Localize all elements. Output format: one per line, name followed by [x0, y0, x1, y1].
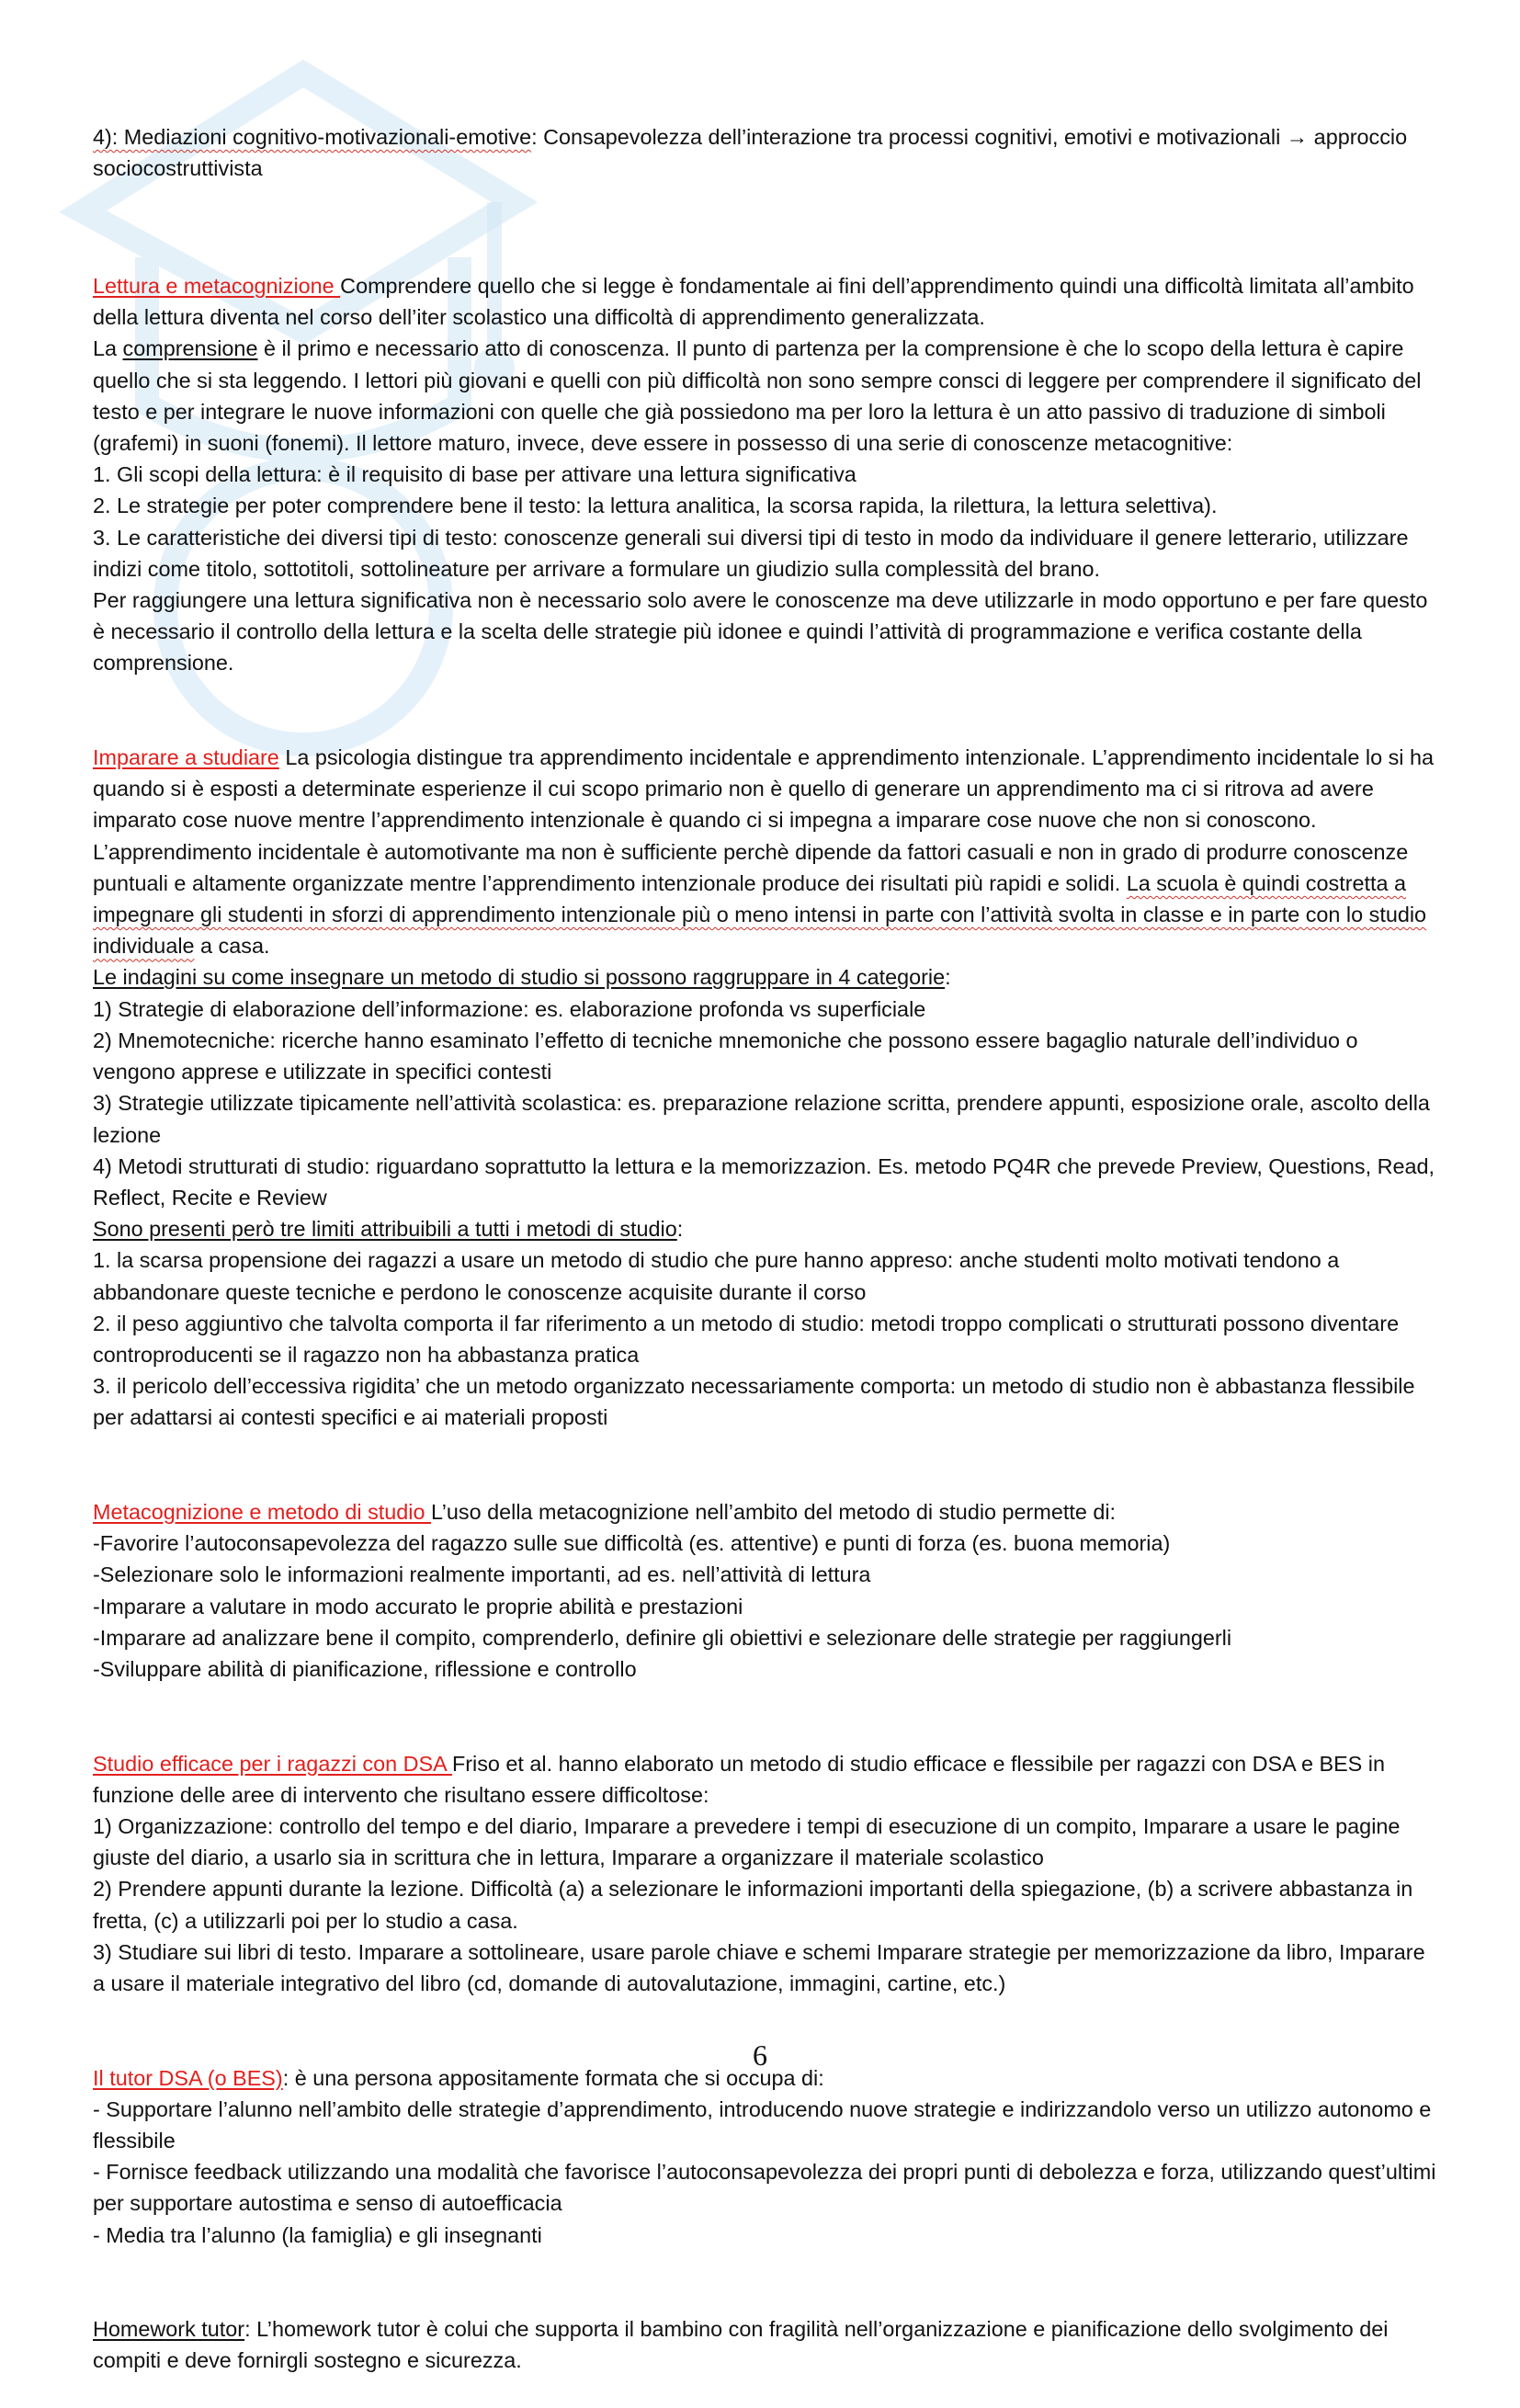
heading-imparare-studiare: Imparare a studiare	[93, 745, 279, 770]
paragraph-mediazioni	[93, 121, 1436, 184]
paragraph-lettura-metacognizione	[93, 270, 1436, 679]
paragraph-tutor-dsa	[93, 2062, 1436, 2251]
heading-mediazioni: 4): Mediazioni cognitivo-motivazionali-emotive	[93, 125, 532, 150]
text-imparare-a: La psicologia distingue tra apprendimento incidentale e apprendimento intenzionale. L’apprendimento incidentale lo si ha quando si è esposti a determinate esperienze il cui scopo primario non è quello di generare un apprendimento ma ci si ritrova ad avere imparato cose nuove mentre l’apprendimento intenzionale è quando ci si impegna a imparare cose nuove che non si conoscono. L’apprendimento incidentale è automotivante ma non è sufficiente perchè dipende da fattori casuali e non in grado di produrre conoscenze puntuali e altamente organizzate mentre l’apprendimento intenzionale produce dei risultati più rapidi e solidi.	[93, 745, 1434, 895]
text-tutor-dsa: : è una persona appositamente formata che si occupa di: - Supportare l’alunno nell’ambito delle strategie d’apprendimento, introducendo nuove strategie e indirizzandolo verso un utilizzo autonomo e flessibile - Fornisce feedback utilizzando una modalità che favorisce l’autoconsapevolezza dei propri punti di debolezza e forza, utilizzando quest’ultimi per supportare autostima e senso di autoefficacia - Media tra l’alunno (la famiglia) e gli insegnanti	[93, 2065, 1436, 2247]
text-lettura-a: Comprendere quello che si legge è fondamentale ai fini dell’apprendimento quindi una difficoltà limitata all’ambito della lettura diventa nel corso dell’iter scolastico una difficoltà di apprendimento generalizzata. La	[93, 274, 1414, 361]
paragraph-homework-tutor	[93, 2313, 1436, 2376]
text-imparare-b: a casa.	[200, 934, 270, 959]
paragraph-imparare-studiare	[93, 742, 1436, 1433]
paragraph-studio-dsa	[93, 1748, 1436, 2000]
text-indagini-underlined: Le indagini su come insegnare un metodo di studio si possono raggruppare in 4 categorie	[93, 965, 946, 990]
heading-studio-dsa: Studio efficace per i ragazzi con DSA	[93, 1751, 452, 1776]
text-lettura-b: è il primo e necessario atto di conoscenza. Il punto di partenza per la comprensione è che lo scopo della lettura è capire quello che si sta leggendo. I lettori più giovani e quelli con più difficoltà non sono sempre consci di leggere per comprendere il significato del testo e per integrare le nuove informazioni con quelle che già possiedono ma per loro la lettura è un atto passivo di traduzione di simboli (grafemi) in suoni (fonemi). Il lettore maturo, invece, deve essere in possesso di una serie di conoscenze metacognitive: 1. Gli scopi della lettura: è il requisito di base per attivare una lettura significativa 2. Le strategie per poter comprendere bene il testo: la lettura analitica, la scorsa rapida, la rilettura, la lettura selettiva). 3. Le caratteristiche dei diversi tipi di testo: conoscenze generali sui diversi tipi di testo in modo da individuare il genere letterario, utilizzare indizi come titolo, sottotitoli, sottolineature per arrivare a formulare un giudizio sulla complessità del brano. Per raggiungere una lettura significativa non è necessario solo avere le conoscenze ma deve utilizzarle in modo opportuno e per fare questo è necessario il controllo della lettura e la scelta delle strategie più idonee e quindi l’attività di programmazione e verifica costante della comprensione.	[93, 336, 1428, 676]
text-homework-tutor: : L’homework tutor è colui che supporta il bambino con fragilità nell’organizzazione e pianificazione dello svolgimento dei compiti e deve fornirgli sostegno e sicurezza.	[93, 2317, 1389, 2373]
text-scuola-underlined: La scuola è quindi costretta a impegnare gli studenti in sforzi di apprendimento intenzionale più o meno intensi in parte con l’attività svolta in classe e in parte con lo studio individuale	[93, 870, 1427, 959]
page-number: 6	[753, 2039, 767, 2072]
text-comprensione: comprensione	[122, 336, 258, 361]
paragraph-metacognizione-metodo	[93, 1496, 1436, 1685]
text-mediazioni: : Consapevolezza dell’interazione tra processi cognitivi, emotivi e motivazionali → approccio sociocostruttivista	[93, 125, 1408, 181]
heading-homework-tutor: Homework tutor	[93, 2317, 245, 2342]
heading-metacognizione-metodo: Metacognizione e metodo di studio	[93, 1499, 431, 1524]
heading-tutor-dsa: Il tutor DSA (o BES)	[93, 2065, 283, 2090]
text-metacognizione-metodo: L’uso della metacognizione nell’ambito del metodo di studio permette di: -Favorire l’autoconsapevolezza del ragazzo sulle sue difficoltà (es. attentive) e punti di forza (es. buona memoria) -Selezionare solo le informazioni realmente importanti, ad es. nell’attività di lettura -Imparare a valutare in modo accurato le proprie abilità e prestazioni -Imparare ad analizzare bene il compito, comprenderlo, definire gli obiettivi e selezionare delle strategie per raggiungerli -Sviluppare abilità di pianificazione, riflessione e controllo	[93, 1499, 1232, 1681]
text-studio-dsa: Friso et al. hanno elaborato un metodo di studio efficace e flessibile per ragazzi con DSA e BES in funzione delle aree di intervento che risultano essere difficoltose: 1) Organizzazione: controllo del tempo e del diario, Imparare a prevedere i tempi di esecuzione di un compito, Imparare a usare le pagine giuste del diario, a usarlo sia in scrittura che in lettura, Imparare a organizzare il materiale scolastico 2) Prendere appunti durante la lezione. Difficoltà (a) a selezionare le informazioni importanti della spiegazione, (b) a scrivere abbastanza in fretta, (c) a utilizzarli poi per lo studio a casa. 3) Studiare sui libri di testo. Imparare a sottolineare, usare parole chiave e schemi Imparare strategie per memorizzazione da libro, Imparare a usare il materiale integrativo del libro (cd, domande di autovalutazione, immagini, cartine, etc.)	[93, 1751, 1425, 1995]
text-imparare-d: : 1. la scarsa propensione dei ragazzi a usare un metodo di studio che pure hanno appreso: anche studenti molto motivati tendono a abbandonare queste tecniche e perdono le conoscenze acquisite durante il corso 2. il peso aggiuntivo che talvolta comporta il far riferimento a un metodo di studio: metodi troppo complicati o strutturati possono diventare controproducenti se il ragazzo non ha abbastanza pratica 3. il pericolo dell’eccessiva rigidita’ che un metodo organizzato necessariamente comporta: un metodo di studio non è abbastanza flessibile per adattarsi ai contesti specifici e ai materiali proposti	[93, 1217, 1415, 1430]
text-imparare-c: : 1) Strategie di elaborazione dell’informazione: es. elaborazione profonda vs superficiale 2) Mnemotecniche: ricerche hanno esaminato l’effetto di tecniche mnemoniche che possono essere bagaglio naturale dell’individuo o vengono apprese e utilizzate in specifici contesti 3) Strategie utilizzate tipicamente nell’attività scolastica: es. preparazione relazione scritta, prendere appunti, esposizione orale, ascolto della lezione 4) Metodi strutturati di studio: riguardano soprattutto la lettura e la memorizzazion. Es. metodo PQ4R che prevede Preview, Questions, Read, Reflect, Recite e Review	[93, 965, 1435, 1210]
heading-lettura-metacognizione: Lettura e metacognizione	[93, 274, 341, 299]
text-limiti-underlined: Sono presenti però tre limiti attribuibili a tutti i metodi di studio	[93, 1217, 677, 1242]
